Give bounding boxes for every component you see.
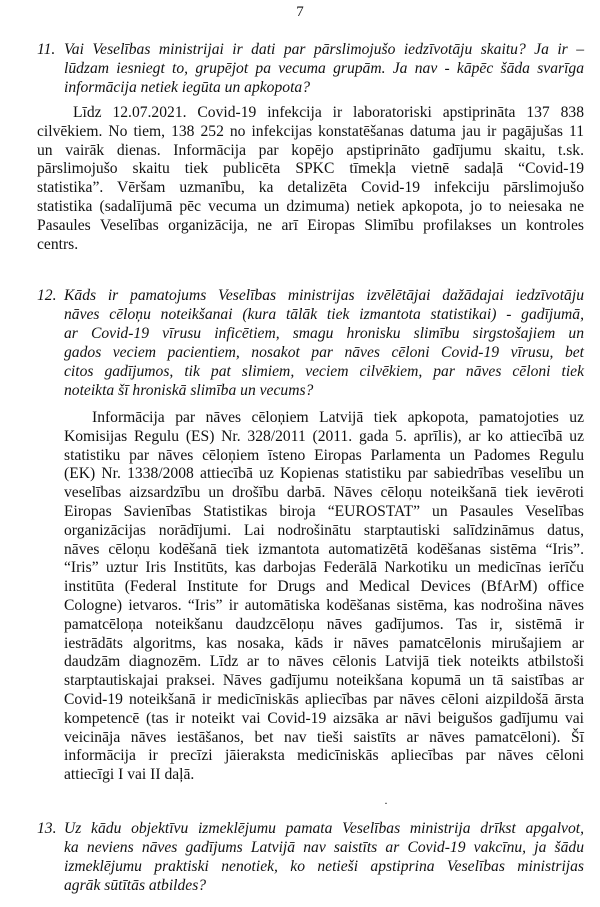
answer-11-line: pārslimojušo skaitu tiek publicēta SPKC tīmekļa vietnē sadaļā “Covid-19	[37, 160, 584, 178]
answer-11-line: Pasaules Veselības organizācija, ne arī Eiropas Slimību profilakses un kontroles	[37, 216, 584, 234]
answer-12-line: statistiku par nāves cēloņiem īsteno Eiropas Parlamenta un Padomes Regulu	[64, 446, 584, 464]
answer-12-line: Eiropas Savienības Statistikas biroja “EUROSTAT” un Pasaules Veselības	[64, 502, 584, 520]
answer-12-line: Informācija par nāves cēloņiem Latvijā tiek apkopota, pamatojoties uz	[92, 409, 584, 426]
answer-12-line: “Iris” uztur Iris Institūts, kas darbojas Federālā Narkotiku un medicīnas ierīču	[64, 559, 584, 577]
question-12-line: nāves cēloņu noteikšanai (kura tālāk tiek izmantota statistikai) - gadījumā,	[64, 306, 584, 323]
question-11-line: Vai Veselības ministrijai ir dati par pārslimojušo iedzīvotāju skaitu? Ja ir –	[64, 41, 584, 58]
question-13-line: izmeklējumu praktiski nenotiek, ko netieši apstiprina Veselības ministrijas	[64, 858, 584, 875]
answer-12-line: institūta (Federal Institute for Drugs and Medical Devices (BfArM) office	[64, 578, 584, 596]
question-12-line: Kāds ir pamatojums Veselības ministrijas izvēlētājai dažādajai iedzīvotāju	[64, 287, 584, 304]
answer-12-line: nāves cēloņu kodēšanā tiek izmantota automatizētā kodēšanas sistēma “Iris”.	[64, 540, 584, 558]
answer-12-line: informācija ir precīzi jāieraksta medicīniskās apliecības par nāves cēloni	[64, 747, 584, 765]
answer-12-line: Covid-19 noteikšanā ir medicīniskās apliecības par nāves cēloni aizpildošā ārsta	[64, 690, 584, 708]
question-11-number: 11.	[37, 41, 56, 58]
answer-12-line: daudzām diagnozēm. Līdz ar to nāves cēlonis Latvijā tiek noteikts atbilstoši	[64, 653, 584, 671]
question-13-line: Uz kādu objektīvu izmeklējumu pamata Veselības ministrija drīkst apgalvot,	[64, 820, 584, 837]
answer-11-line: statistika (sadalījumā pēc vecuma un dzimuma) netiek apkopota, jo to neiesaka ne	[37, 197, 584, 215]
question-13-number: 13.	[37, 820, 57, 837]
answer-12-line: veicināja nāves iestāšanos, bet nav tieši saistīts ar nāves pamatcēloni). Šī	[64, 728, 584, 746]
question-11-line: informācija netiek iegūta un apkopota?	[64, 79, 310, 96]
question-12-number: 12.	[37, 287, 57, 304]
answer-12-line: pamatcēloņa noteikšanu daudzcēloņu nāves gadījumos. Tas ir, sistēmā ir	[64, 615, 584, 633]
answer-11-line: centrs.	[37, 235, 79, 253]
question-12-line: gados veciem pacientiem, nosakot par nāves cēloni Covid-19 vīrusu, bet	[64, 344, 584, 361]
question-12-line: citos gadījumos, tik pat slimiem, veciem cilvēkiem, par nāves cēloni tiek	[64, 363, 584, 380]
answer-12-line: veselības aizsardzību un drošību darbā. Nāves cēloņu noteikšanā tiek ievēroti	[64, 484, 584, 502]
answer-12-line: organizācijas norādījumi. Lai nodrošinātu starptautiski salīdzināmus datus,	[64, 521, 584, 539]
question-13	[64, 819, 584, 895]
answer-12-line: iestrādāts algoritms, kas nosaka, kāds ir nāves pamatcēlonis mirušajiem ar	[64, 634, 584, 652]
question-11	[64, 40, 584, 97]
page-number: 7	[296, 4, 304, 20]
answer-12-line: Komisijas Regulu (ES) Nr. 328/2011 (2011. gada 5. aprīlis), ar ko attiecībā uz	[64, 427, 584, 445]
question-13-line: agrāk sūtītās atbildes?	[64, 877, 207, 894]
answer-11-line: statistika”. Vēršam uzmanību, ka detalizēta Covid-19 infekciju pārslimojušo	[37, 179, 584, 197]
answer-11-line: Līdz 12.07.2021. Covid-19 infekcija ir laboratoriski apstiprināta 137 838	[73, 104, 584, 121]
answer-12	[64, 409, 584, 785]
answer-12-line: (EK) Nr. 1338/2008 attiecībā uz Kopienas statistiku par sabiedrības veselību un	[64, 465, 584, 483]
stray-mark: ·	[384, 796, 388, 810]
question-12-line: ar Covid-19 vīrusu inficētiem, smagu hronisku slimību sirgstošajiem un	[64, 325, 584, 342]
question-12	[64, 286, 584, 400]
answer-11-line: cilvēkiem. No tiem, 138 252 no infekcijas konstatēšanas datuma jau ir pagājušas 11	[37, 122, 584, 140]
answer-12-line: kompetencē (tas ir noteikt vai Covid-19 aizsāka ar nāvi beigušos gadījumu vai	[64, 709, 584, 727]
question-13-line: ka neviens nāves gadījums Latvijā nav saistīts ar Covid-19 vakcīnu, ja šādu	[64, 839, 584, 856]
answer-12-line: attiecīgi I vai II daļā.	[64, 766, 195, 784]
answer-11-line: un vairāk dienas. Informācija par kopējo apstiprināto gadījumu skaitu, t.sk.	[37, 141, 584, 159]
question-11-line: lūdzam iesniegt to, grupējot pa vecuma grupām. Ja nav - kāpēc šāda svarīga	[64, 60, 584, 77]
answer-12-line: Cologne) ietvaros. “Iris” ir automātiska kodēšanas sistēma, kas nodrošina nāves	[64, 596, 584, 614]
question-12-line: noteikta šī hroniskā slimība un vecums?	[64, 382, 314, 399]
answer-12-line: starptautiskajai praksei. Nāves gadījumu noteikšana kopumā un tā saistības ar	[64, 672, 584, 690]
answer-11	[37, 104, 584, 254]
